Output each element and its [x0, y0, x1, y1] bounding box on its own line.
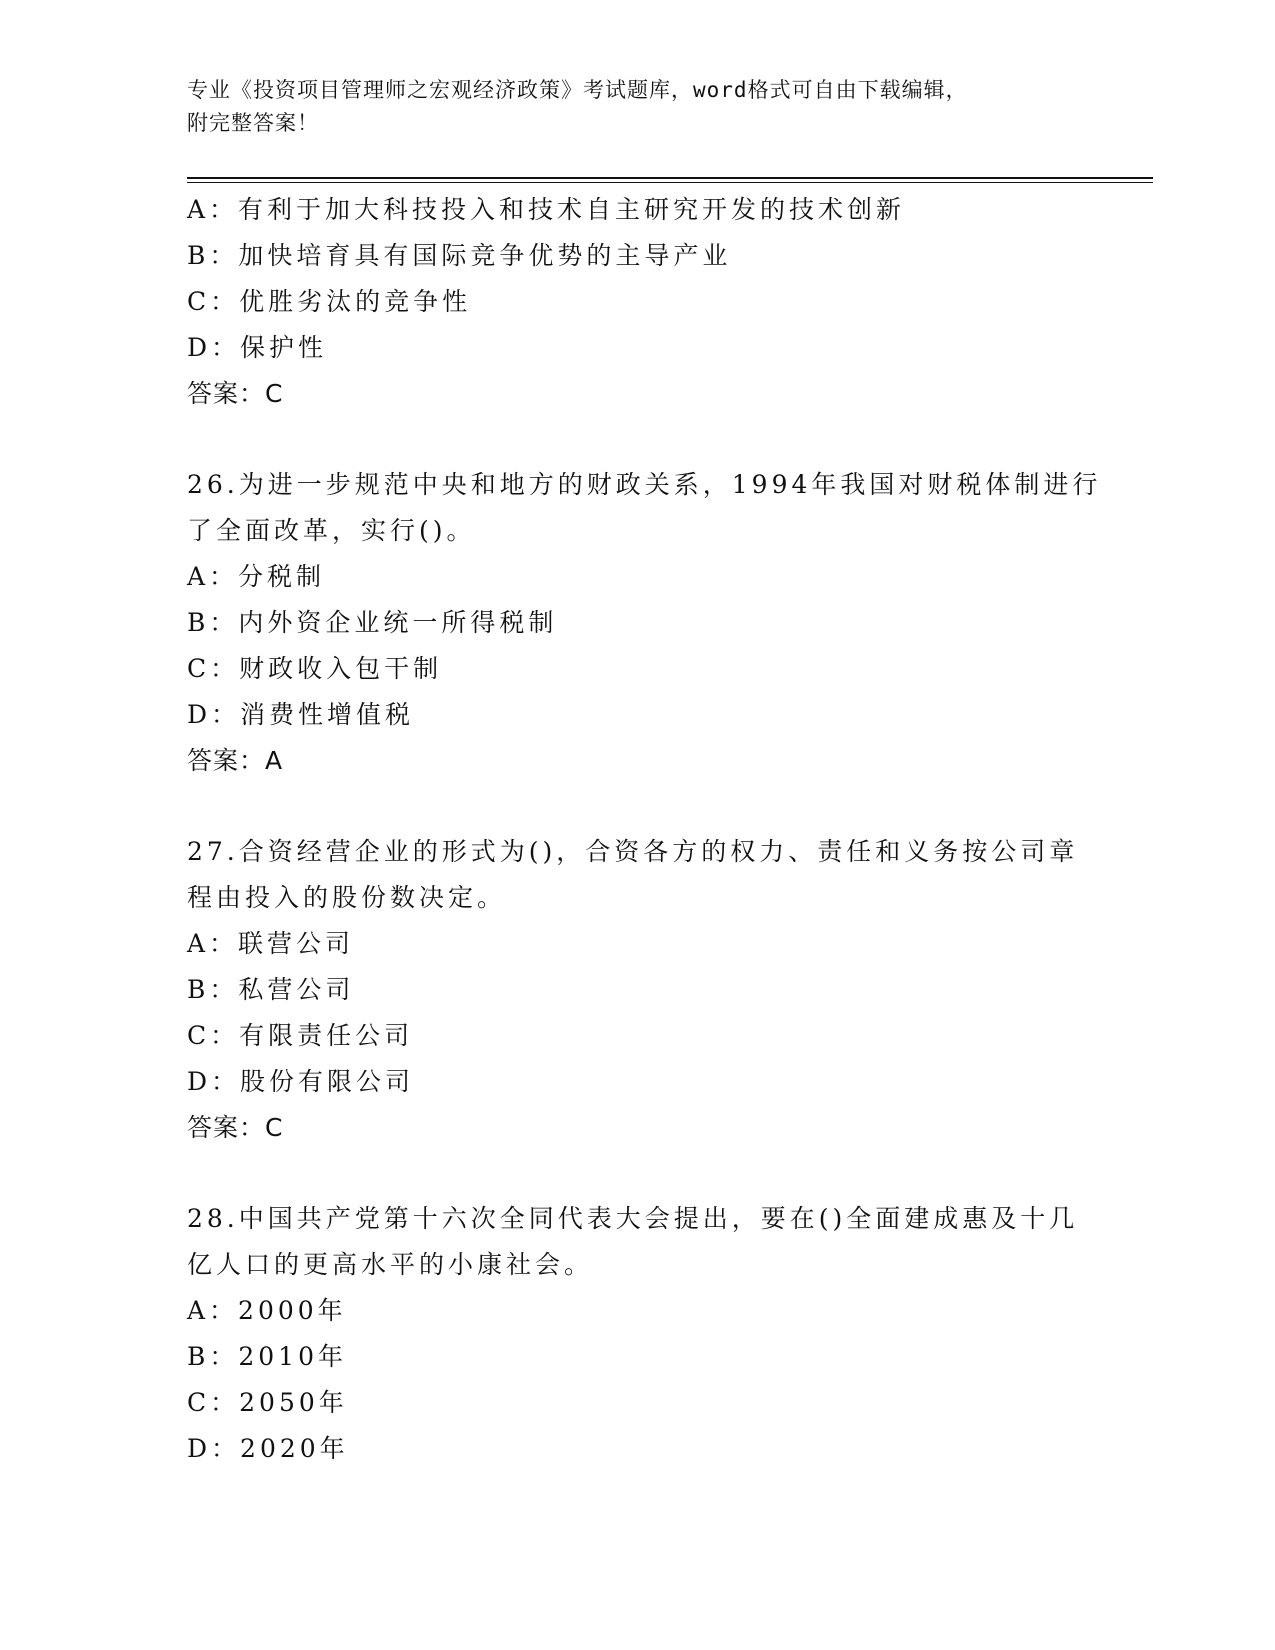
document-header	[187, 74, 1067, 140]
option-a: A：2000年	[187, 1296, 347, 1325]
option-c: C：有限责任公司	[187, 1021, 414, 1050]
option-a: A：分税制	[187, 562, 326, 591]
question-spacer	[187, 417, 1087, 462]
option-d: D：2020年	[187, 1434, 349, 1463]
question-26	[187, 462, 1102, 784]
question-stem-continued: 程由投入的股份数决定。	[187, 883, 507, 912]
option-d: D：保护性	[187, 333, 328, 362]
question-list	[187, 187, 1102, 1472]
option-a: A：联营公司	[187, 929, 355, 958]
question-stem: 26.为进一步规范中央和地方的财政关系，1994年我国对财税体制进行	[187, 470, 1102, 499]
question-25	[187, 187, 1087, 417]
option-c: C：2050年	[187, 1388, 348, 1417]
question-spacer	[187, 1151, 1087, 1196]
option-c: C：财政收入包干制	[187, 654, 443, 683]
option-b: B：私营公司	[187, 975, 355, 1004]
option-b: B：内外资企业统一所得税制	[187, 608, 558, 637]
option-c: C：优胜劣汰的竞争性	[187, 287, 472, 316]
option-b: B：2010年	[187, 1342, 347, 1371]
question-stem: 27.合资经营企业的形式为()，合资各方的权力、责任和义务按公司章	[187, 837, 1079, 866]
answer-line: 答案：C	[187, 379, 284, 408]
header-rule-thin	[187, 182, 1153, 183]
question-28	[187, 1196, 1087, 1472]
option-b: B：加快培育具有国际竞争优势的主导产业	[187, 241, 732, 270]
question-27	[187, 829, 1087, 1151]
question-stem-continued: 了全面改革，实行()。	[187, 516, 476, 545]
question-stem: 28.中国共产党第十六次全同代表大会提出，要在()全面建成惠及十几	[187, 1204, 1079, 1233]
option-a: A：有利于加大科技投入和技术自主研究开发的技术创新	[187, 195, 906, 224]
header-line-2: 附完整答案！	[187, 111, 319, 135]
header-line-1: 专业《投资项目管理师之宏观经济政策》考试题库，word格式可自由下载编辑，	[187, 78, 968, 102]
answer-line: 答案：C	[187, 1113, 284, 1142]
question-stem-continued: 亿人口的更高水平的小康社会。	[187, 1250, 594, 1279]
answer-line: 答案：A	[187, 746, 284, 775]
question-spacer	[187, 784, 1087, 829]
option-d: D：股份有限公司	[187, 1067, 415, 1096]
header-rule-thick	[187, 177, 1153, 179]
option-d: D：消费性增值税	[187, 700, 415, 729]
